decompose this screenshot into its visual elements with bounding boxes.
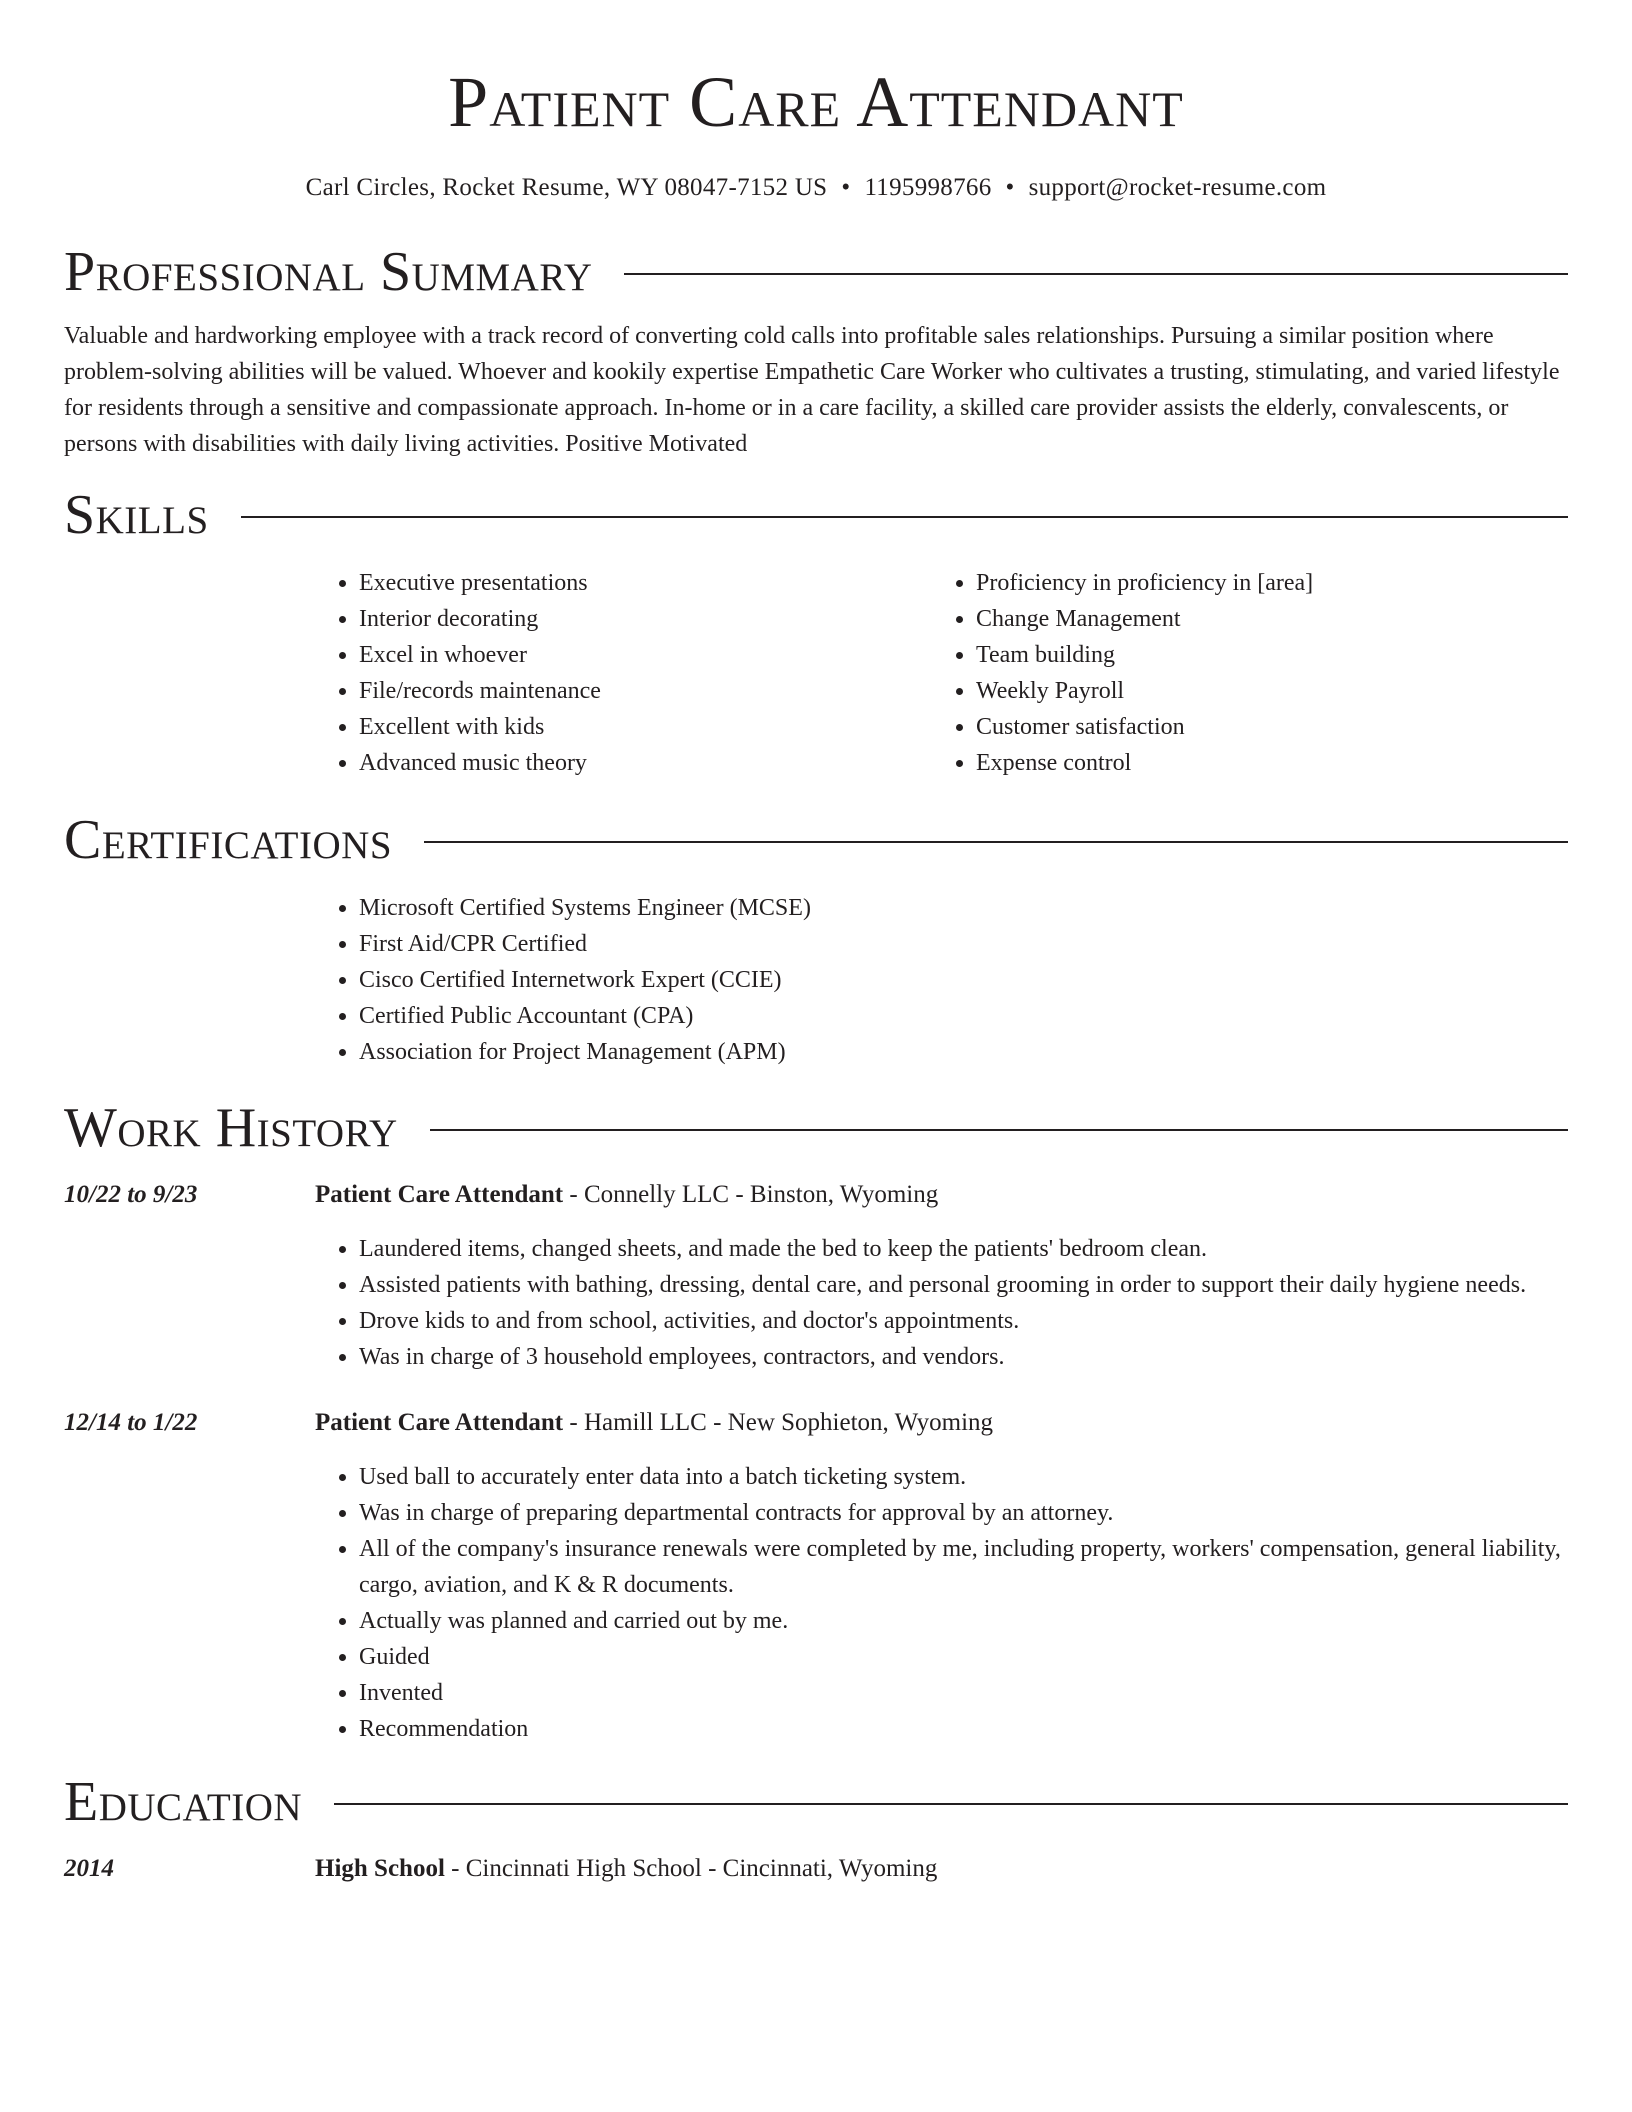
- job-role-line: [315, 1177, 938, 1213]
- job-bullets: [315, 1459, 1568, 1747]
- job-bullet: • Assisted patients with bathing, dressing, dental care, and personal grooming in order to support their daily hygiene needs.: [359, 1267, 1568, 1303]
- skills-list: [315, 565, 1568, 781]
- job-employer: - Connelly LLC - Binston, Wyoming: [563, 1181, 939, 1208]
- job-employer: - Hamill LLC - New Sophieton, Wyoming: [563, 1409, 994, 1436]
- certifications-section-header: [64, 807, 1568, 873]
- job-dates: 10/22 to 9/23: [64, 1181, 198, 1208]
- certification-item: • Certified Public Accountant (CPA): [359, 998, 1568, 1034]
- job-bullet: • Drove kids to and from school, activities, and doctor's appointments.: [359, 1303, 1568, 1339]
- summary-section-header: [64, 239, 1568, 305]
- work-entry: [64, 1177, 1568, 1375]
- skill-item: • Interior decorating: [359, 601, 932, 637]
- skill-item: • Advanced music theory: [359, 745, 932, 781]
- education-line: [315, 1851, 937, 1887]
- contact-separator: •: [1005, 174, 1015, 201]
- skill-item: • Expense control: [976, 745, 1549, 781]
- certifications-heading: Certifications: [64, 809, 393, 871]
- skills-column-right: [932, 565, 1549, 781]
- education-entry: [64, 1851, 1568, 1887]
- job-dates: 12/14 to 1/22: [64, 1409, 198, 1436]
- skill-item: • Excellent with kids: [359, 709, 932, 745]
- certification-item: • Cisco Certified Internetwork Expert (CCIE): [359, 962, 1568, 998]
- job-bullet: • Guided: [359, 1639, 1568, 1675]
- job-bullet: • All of the company's insurance renewals were completed by me, including property, workers' compensation, general liability, cargo, aviation, and K & R documents.: [359, 1531, 1568, 1603]
- job-bullets: [315, 1231, 1568, 1375]
- job-bullet: • Recommendation: [359, 1711, 1568, 1747]
- education-degree: High School: [315, 1855, 445, 1882]
- job-bullet: • Actually was planned and carried out by me.: [359, 1603, 1568, 1639]
- work-entry: [64, 1405, 1568, 1747]
- skills-section-header: [64, 482, 1568, 548]
- section-divider: [430, 1129, 1568, 1131]
- skill-item: • Change Management: [976, 601, 1549, 637]
- job-title: Patient Care Attendant: [315, 1181, 564, 1208]
- skill-item: • File/records maintenance: [359, 673, 932, 709]
- skill-item: • Executive presentations: [359, 565, 932, 601]
- certifications-list: [315, 890, 1568, 1070]
- education-header: [64, 1851, 1568, 1887]
- resume-title: Patient Care Attendant: [448, 62, 1184, 142]
- job-title: Patient Care Attendant: [315, 1409, 564, 1436]
- section-divider: [624, 273, 1568, 275]
- contact-address: Carl Circles, Rocket Resume, WY 08047-7152 US: [305, 174, 828, 201]
- skill-item: • Team building: [976, 637, 1549, 673]
- job-header: [64, 1177, 1568, 1213]
- education-section-header: [64, 1769, 1568, 1835]
- resume-page: [64, 0, 1568, 1887]
- contact-email[interactable]: support@rocket-resume.com: [1028, 174, 1327, 201]
- certification-item: • Association for Project Management (APM): [359, 1034, 1568, 1070]
- job-bullet: • Was in charge of 3 household employees, contractors, and vendors.: [359, 1339, 1568, 1375]
- contact-phone: 1195998766: [864, 174, 992, 201]
- job-bullet: • Used ball to accurately enter data into a batch ticketing system.: [359, 1459, 1568, 1495]
- skill-item: • Excel in whoever: [359, 637, 932, 673]
- contact-separator: •: [841, 174, 851, 201]
- work-section-header: [64, 1095, 1568, 1161]
- contact-line: [64, 172, 1568, 204]
- work-heading: Work History: [64, 1097, 398, 1159]
- skill-item: • Customer satisfaction: [976, 709, 1549, 745]
- skill-item: • Proficiency in proficiency in [area]: [976, 565, 1549, 601]
- education-year: 2014: [64, 1855, 114, 1882]
- education-heading: Education: [64, 1771, 303, 1833]
- job-header: [64, 1405, 1568, 1441]
- certification-item: • First Aid/CPR Certified: [359, 926, 1568, 962]
- job-role-line: [315, 1405, 993, 1441]
- section-divider: [334, 1803, 1568, 1805]
- section-divider: [241, 516, 1568, 518]
- certification-item: • Microsoft Certified Systems Engineer (MCSE): [359, 890, 1568, 926]
- section-divider: [424, 841, 1568, 843]
- summary-text: Valuable and hardworking employee with a track record of converting cold calls into profitable sales relationships. Pursuing a similar position where problem-solving abilities will be valued. Whoever and kookily expertise Empathetic Care Worker who cultivates a trusting, stimulating, and varied lifestyle for residents through a sensitive and compassionate approach. In-home or in a care facility, a skilled care provider assists the elderly, convalescents, or persons with disabilities with daily living activities. Positive Motivated: [64, 323, 1560, 457]
- skill-item: • Weekly Payroll: [976, 673, 1549, 709]
- job-bullet: • Was in charge of preparing departmental contracts for approval by an attorney.: [359, 1495, 1568, 1531]
- job-bullet: • Laundered items, changed sheets, and made the bed to keep the patients' bedroom clean.: [359, 1231, 1568, 1267]
- skills-heading: Skills: [64, 484, 209, 546]
- education-school: - Cincinnati High School - Cincinnati, Wyoming: [444, 1855, 938, 1882]
- summary-heading: Professional Summary: [64, 241, 593, 303]
- job-bullet: • Invented: [359, 1675, 1568, 1711]
- skills-column-left: [315, 565, 932, 781]
